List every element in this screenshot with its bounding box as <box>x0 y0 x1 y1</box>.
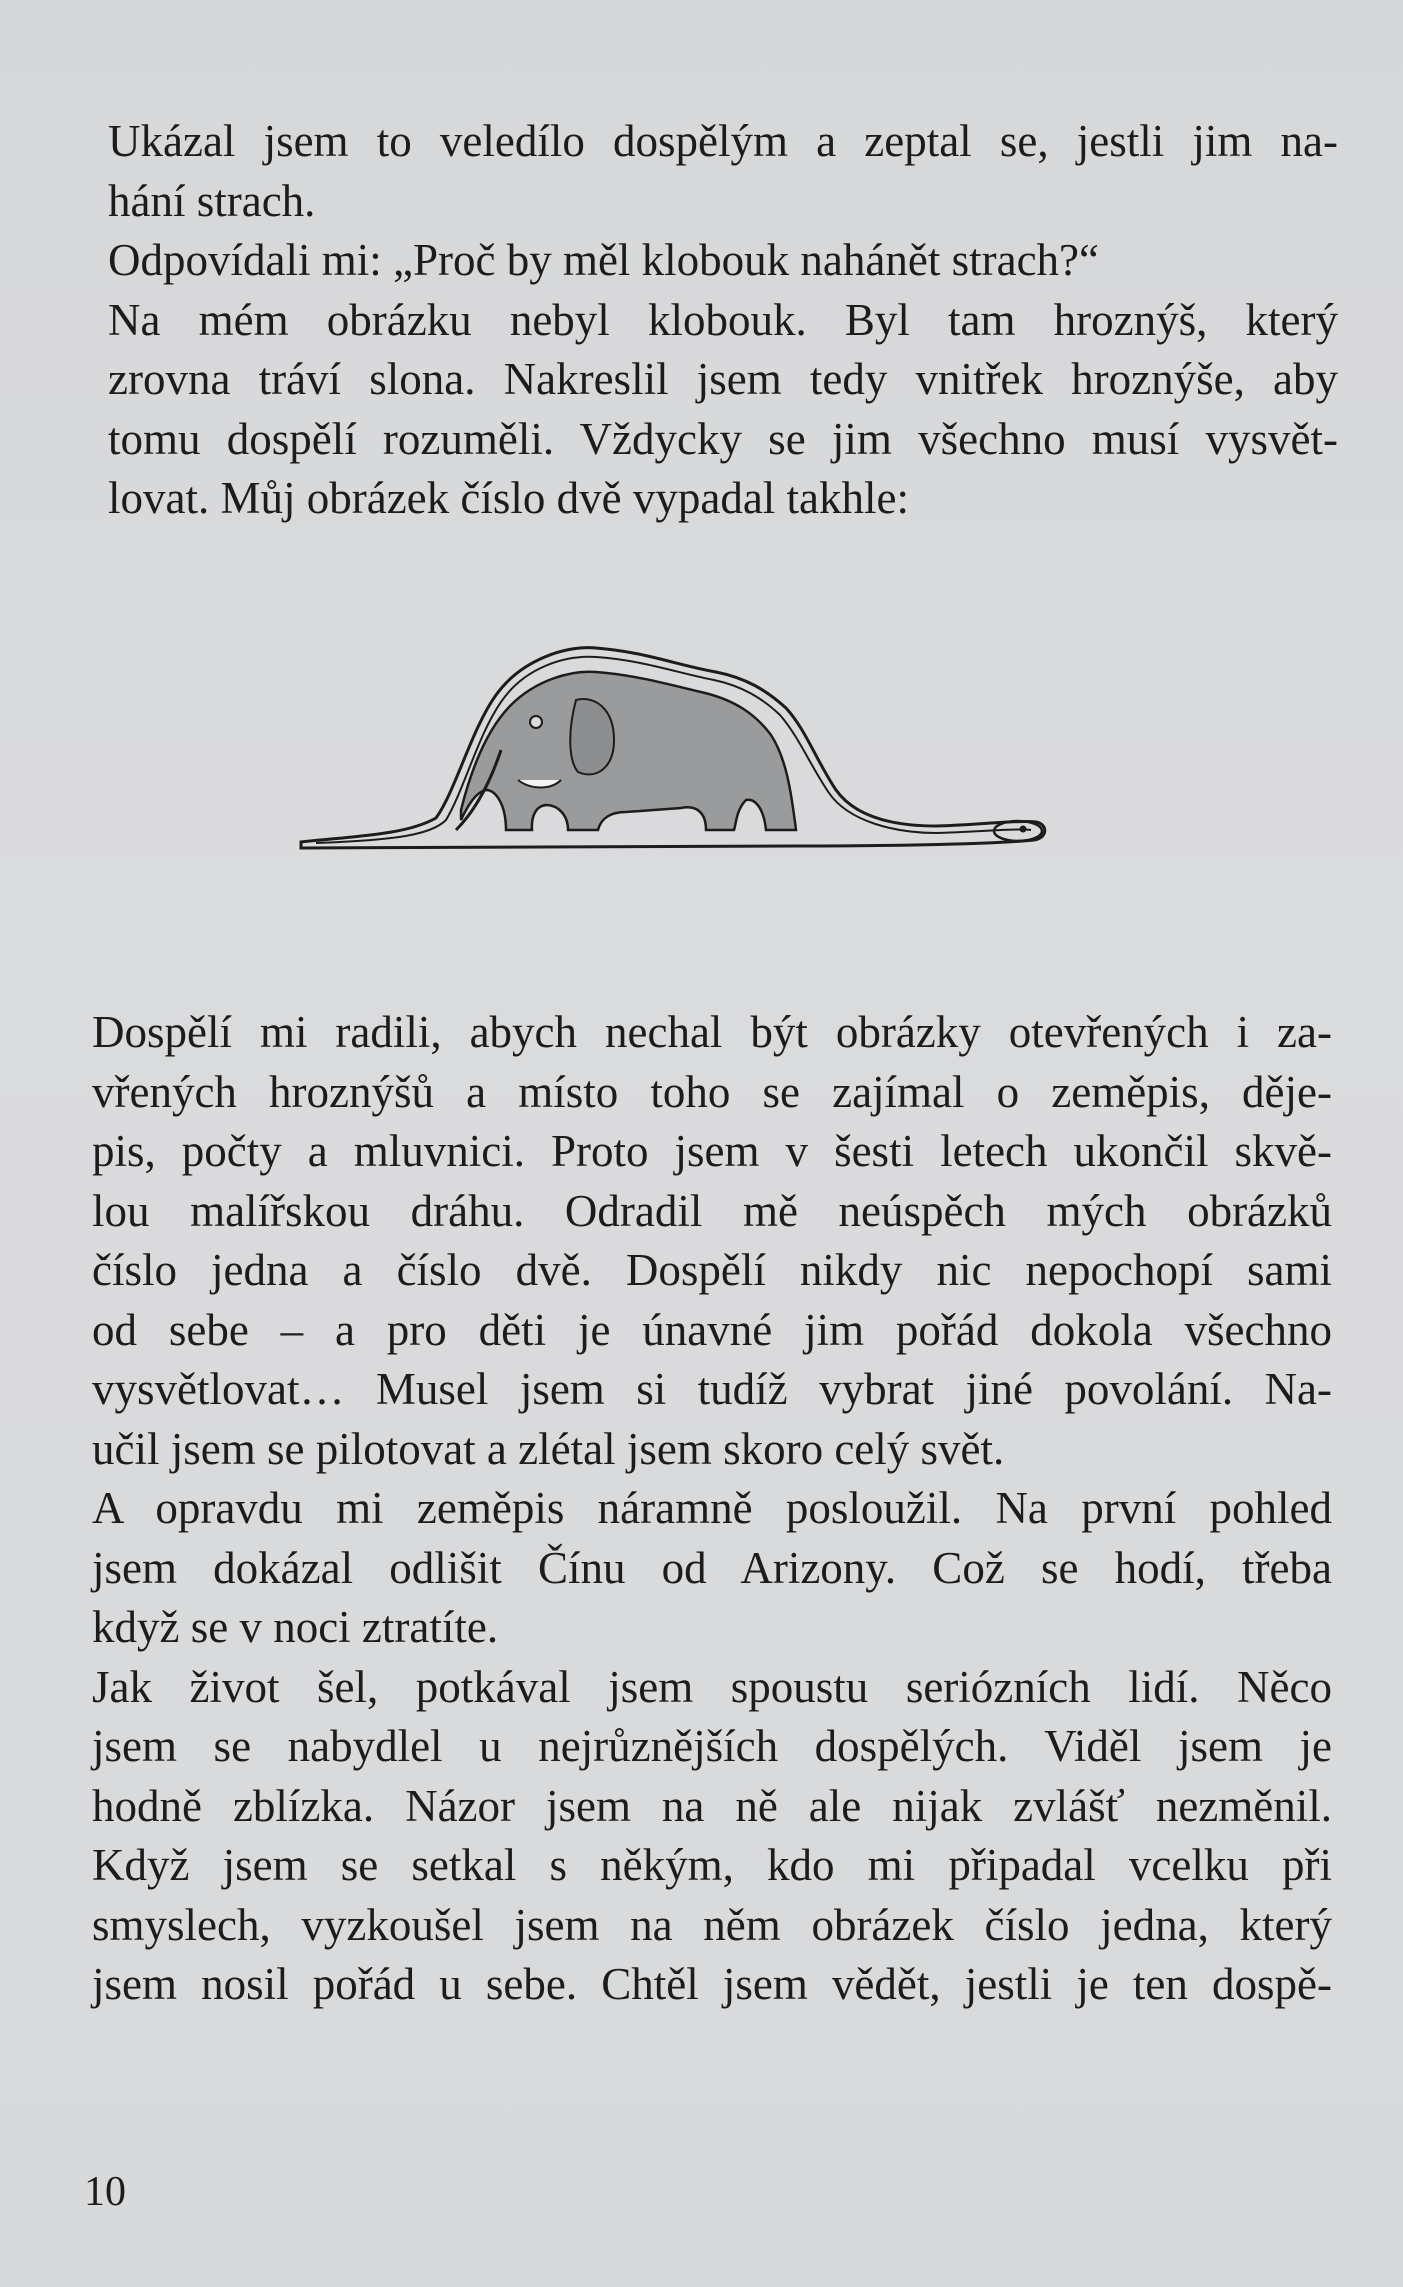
text-line: učil jsem se pilotovat a zlétal jsem skoro celý svět. <box>92 1423 1005 1474</box>
text-line: hodně zblízka. Názor jsem na ně ale nijak zvlášť nezměnil. <box>92 1780 1332 1831</box>
text-block-top <box>108 112 1338 529</box>
text-line: pis, počty a mluvnici. Proto jsem v šesti letech ukončil skvě- <box>92 1126 1332 1176</box>
text-block-bottom <box>92 1003 1332 2015</box>
text-line: Jak život šel, potkával jsem spoustu seriózních lidí. Něco <box>92 1661 1332 1712</box>
text-line: vysvětlovat… Musel jsem si tudíž vybrat jiné povolání. Na- <box>92 1364 1332 1414</box>
text-line: Když jsem se setkal s někým, kdo mi připadal vcelku při <box>92 1840 1332 1890</box>
text-line: smyslech, vyzkoušel jsem na něm obrázek číslo jedna, který <box>92 1899 1332 1950</box>
text-line: Na mém obrázku nebyl klobouk. Byl tam hroznýš, který <box>108 294 1338 345</box>
text-line: tomu dospělí rozuměli. Vždycky se jim všechno musí vysvět- <box>108 413 1338 464</box>
text-line: Dospělí mi radili, abych nechal být obrázky otevřených i za- <box>92 1007 1332 1057</box>
text-line: vřených hroznýšů a místo toho se zajímal o zeměpis, děje- <box>92 1066 1332 1117</box>
text-line: když se v noci ztratíte. <box>92 1602 499 1652</box>
text-line: A opravdu mi zeměpis náramně posloužil. Na první pohled <box>92 1483 1332 1533</box>
elephant-inside-boa-drawing <box>296 640 1056 870</box>
text-line: jsem dokázal odlišit Čínu od Arizony. Což se hodí, třeba <box>92 1542 1332 1593</box>
text-line: lou malířskou dráhu. Odradil mě neúspěch mých obrázků <box>92 1185 1332 1236</box>
text-line: číslo jedna a číslo dvě. Dospělí nikdy nic nepochopí sami <box>92 1245 1332 1295</box>
text-line: jsem nosil pořád u sebe. Chtěl jsem vědět, jestli je ten dospě- <box>92 1959 1332 2009</box>
boa-eye <box>1020 826 1027 833</box>
text-line: lovat. Můj obrázek číslo dvě vypadal takhle: <box>108 473 910 523</box>
text-line: od sebe – a pro děti je únavné jim pořád dokola všechno <box>92 1304 1332 1355</box>
page-number: 10 <box>84 2169 126 2215</box>
elephant-body <box>461 672 796 830</box>
text-line: hání strach. <box>108 175 316 226</box>
text-line: Ukázal jsem to veledílo dospělým a zeptal se, jestli jim na- <box>108 116 1338 166</box>
text-line: zrovna tráví slona. Nakreslil jsem tedy vnitřek hroznýše, aby <box>108 354 1338 404</box>
text-line: jsem se nabydlel u nejrůznějších dospělých. Viděl jsem je <box>92 1721 1332 1771</box>
elephant-eye <box>530 716 542 728</box>
text-line: Odpovídali mi: „Proč by měl klobouk nahánět strach?“ <box>108 235 1099 285</box>
